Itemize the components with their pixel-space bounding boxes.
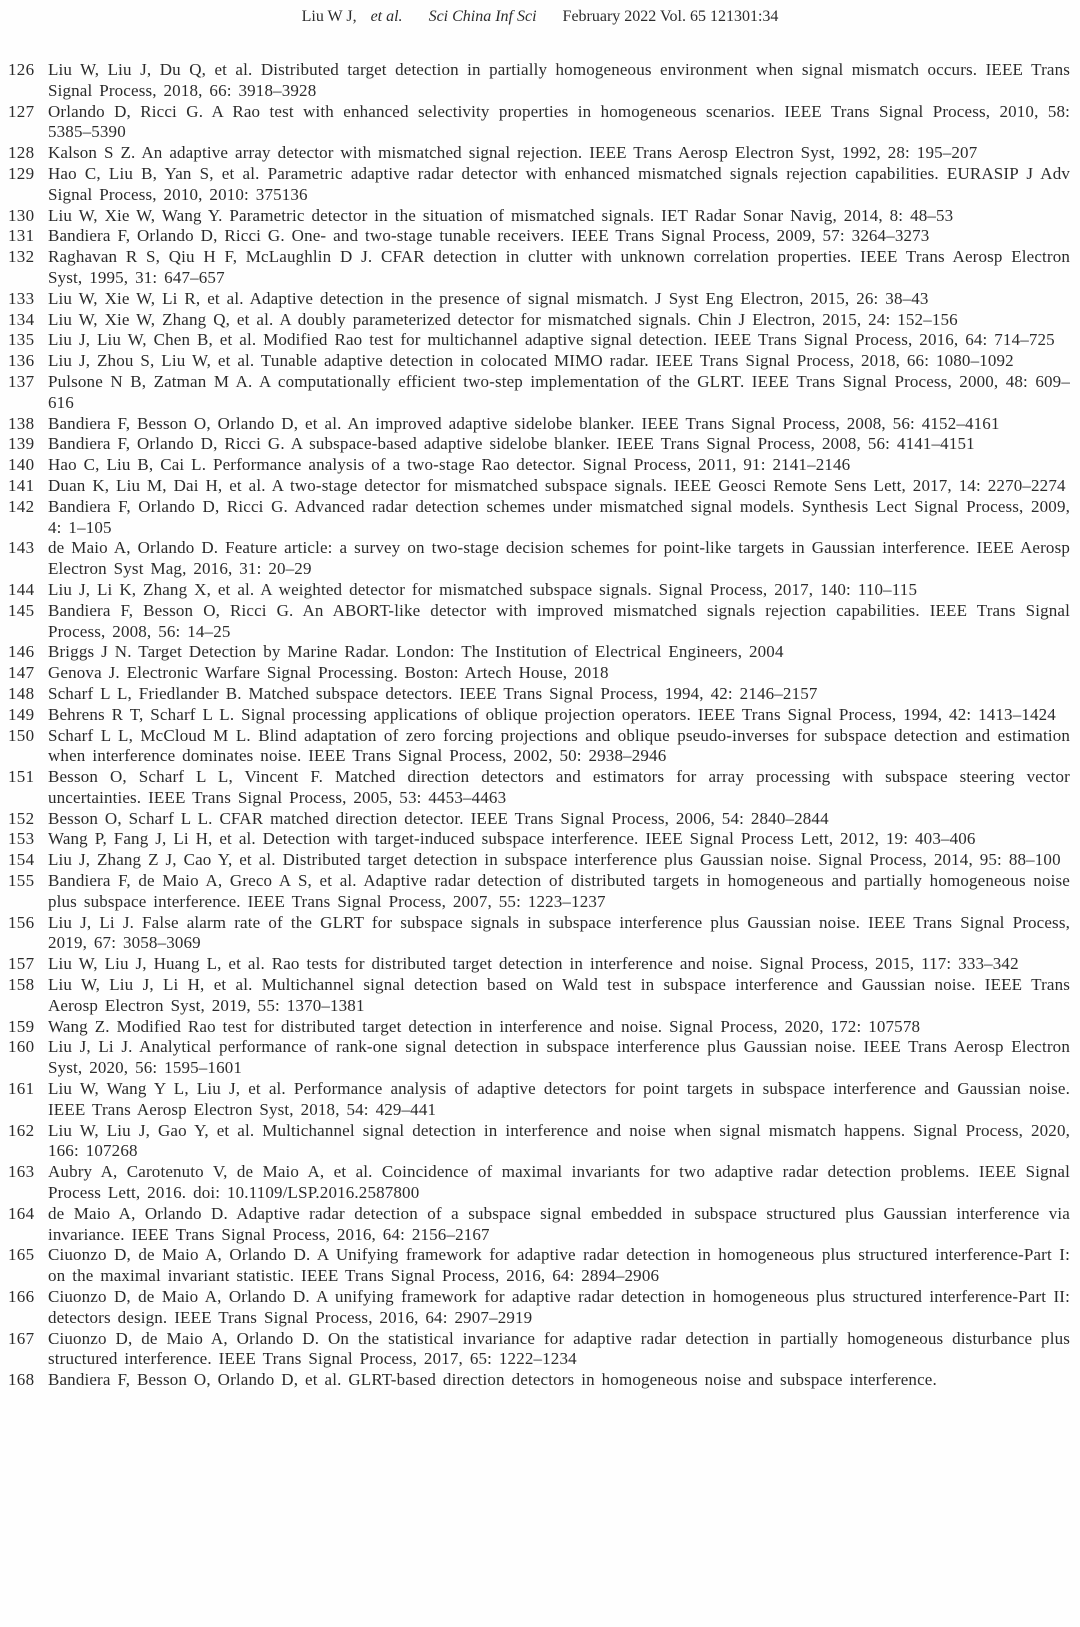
reference-number: 167	[8, 1328, 35, 1348]
reference-number: 127	[8, 101, 35, 121]
reference-item	[8, 913, 1072, 955]
reference-text: Liu W, Liu J, Huang L, et al. Rao tests for distributed target detection in interference and noise. Signal Process, 2015, 117: 333–342	[48, 954, 1019, 974]
reference-text: Liu J, Zhang Z J, Cao Y, et al. Distributed target detection in subspace interference plus Gaussian noise. Signal Process, 2014, 95: 88–100	[48, 850, 1061, 870]
reference-number: 135	[8, 330, 35, 350]
reference-text: Besson O, Scharf L L, Vincent F. Matched direction detectors and estimators for array processing with subspace steering vector uncertainties. IEEE Trans Signal Process, 2005, 53: 4453–4463	[48, 767, 1070, 807]
reference-item	[8, 372, 1072, 414]
reference-item	[8, 954, 1072, 975]
reference-text: Bandiera F, Besson O, Orlando D, et al. GLRT-based direction detectors in homogeneous noise and subspace interference.	[48, 1370, 937, 1390]
reference-text: Bandiera F, Besson O, Ricci G. An ABORT-like detector with improved mismatched signals rejection capabilities. IEEE Trans Signal Process, 2008, 56: 14–25	[48, 600, 1070, 641]
running-head-authors: Liu W J,	[301, 8, 357, 25]
reference-text: Bandiera F, de Maio A, Greco A S, et al. Adaptive radar detection of distributed targets in homogeneous and partially homogeneous noise plus subspace interference. IEEE Trans Signal Process, 2007, 55: 1223–1237	[48, 871, 1070, 911]
reference-text: Liu W, Wang Y L, Liu J, et al. Performance analysis of adaptive detectors for point targets in subspace interference and Gaussian noise. IEEE Trans Aerosp Electron Syst, 2018, 54: 429–441	[48, 1079, 1070, 1119]
reference-number: 128	[8, 143, 35, 163]
reference-item	[8, 1370, 1072, 1391]
reference-item	[8, 247, 1072, 289]
reference-number: 154	[8, 850, 35, 870]
reference-number: 159	[8, 1016, 35, 1036]
reference-text: Bandiera F, Orlando D, Ricci G. A subspace-based adaptive sidelobe blanker. IEEE Trans Signal Process, 2008, 56: 4141–4151	[48, 434, 975, 454]
reference-text: Wang P, Fang J, Li H, et al. Detection with target-induced subspace interference. IEEE Signal Process Lett, 2012, 19: 403–406	[48, 829, 976, 849]
reference-item	[8, 226, 1072, 247]
reference-item	[8, 60, 1072, 102]
reference-text: Ciuonzo D, de Maio A, Orlando D. A unifying framework for adaptive radar detection in homogeneous plus structured interference-Part II: detectors design. IEEE Trans Signal Process, 2016, 64: 2907–2919	[48, 1287, 1070, 1327]
reference-number: 136	[8, 351, 35, 371]
reference-number: 140	[8, 455, 35, 475]
reference-number: 158	[8, 975, 35, 995]
reference-number: 138	[8, 413, 35, 433]
reference-text: Liu J, Liu W, Chen B, et al. Modified Rao test for multichannel adaptive signal detection. IEEE Trans Signal Process, 2016, 64: 714–725	[48, 330, 1055, 350]
reference-text: Behrens R T, Scharf L L. Signal processing applications of oblique projection operators. IEEE Trans Signal Process, 1994, 42: 1413–1424	[48, 704, 1056, 724]
reference-text: Kalson S Z. An adaptive array detector with mismatched signal rejection. IEEE Trans Aerosp Electron Syst, 1992, 28: 195–207	[48, 143, 978, 163]
reference-item	[8, 206, 1072, 227]
reference-number: 139	[8, 434, 35, 454]
reference-number: 147	[8, 663, 35, 683]
reference-number: 162	[8, 1120, 35, 1140]
reference-text: Bandiera F, Besson O, Orlando D, et al. An improved adaptive sidelobe blanker. IEEE Trans Signal Process, 2008, 56: 4152–4161	[48, 413, 1000, 433]
reference-number: 160	[8, 1037, 35, 1057]
reference-item	[8, 601, 1072, 643]
reference-item	[8, 1329, 1072, 1371]
reference-number: 156	[8, 912, 35, 932]
reference-number: 163	[8, 1162, 35, 1182]
reference-item	[8, 975, 1072, 1017]
reference-number: 141	[8, 475, 35, 495]
reference-text: Liu W, Liu J, Li H, et al. Multichannel signal detection based on Wald test in subspace interference and Gaussian noise. IEEE Trans Aerosp Electron Syst, 2019, 55: 1370–1381	[48, 975, 1070, 1015]
reference-text: Briggs J N. Target Detection by Marine Radar. London: The Institution of Electrical Engineers, 2004	[48, 642, 784, 662]
reference-text: Bandiera F, Orlando D, Ricci G. Advanced radar detection schemes under mismatched signal models. Synthesis Lect Signal Process, 2009, 4: 1–105	[48, 496, 1070, 537]
reference-number: 152	[8, 808, 35, 828]
reference-text: Liu J, Li J. False alarm rate of the GLRT for subspace signals in subspace interference plus Gaussian noise. IEEE Trans Signal Process, 2019, 67: 3058–3069	[48, 912, 1070, 953]
reference-text: Ciuonzo D, de Maio A, Orlando D. On the statistical invariance for adaptive radar detection in partially homogeneous disturbance plus structured interference. IEEE Trans Signal Process, 2017, 65: 1222–1234	[48, 1328, 1070, 1369]
reference-number: 149	[8, 704, 35, 724]
reference-number: 143	[8, 538, 35, 558]
reference-item	[8, 1245, 1072, 1287]
reference-number: 165	[8, 1245, 35, 1265]
reference-item	[8, 663, 1072, 684]
reference-number: 131	[8, 226, 35, 246]
reference-item	[8, 538, 1072, 580]
reference-number: 150	[8, 725, 35, 745]
reference-item	[8, 351, 1072, 372]
reference-text: Liu W, Xie W, Li R, et al. Adaptive detection in the presence of signal mismatch. J Syst Eng Electron, 2015, 26: 38–43	[48, 288, 929, 308]
reference-item	[8, 726, 1072, 768]
reference-item	[8, 1017, 1072, 1038]
reference-number: 130	[8, 205, 35, 225]
reference-text: Scharf L L, McCloud M L. Blind adaptation of zero forcing projections and oblique pseudo-inverses for subspace detection and estimation when interference dominates noise. IEEE Trans Signal Process, 2002, 50: 2938–2946	[48, 725, 1070, 766]
reference-item	[8, 580, 1072, 601]
reference-list	[0, 60, 1080, 1391]
reference-item	[8, 684, 1072, 705]
reference-number: 133	[8, 288, 35, 308]
reference-number: 157	[8, 954, 35, 974]
reference-item	[8, 476, 1072, 497]
reference-item	[8, 767, 1072, 809]
reference-item	[8, 1079, 1072, 1121]
reference-text: Pulsone N B, Zatman M A. A computationally efficient two-step implementation of the GLRT. IEEE Trans Signal Process, 2000, 48: 609–616	[48, 371, 1070, 412]
reference-number: 153	[8, 829, 35, 849]
reference-item	[8, 1287, 1072, 1329]
reference-text: Wang Z. Modified Rao test for distributed target detection in interference and noise. Signal Process, 2020, 172: 107578	[48, 1016, 921, 1036]
reference-number: 137	[8, 371, 35, 391]
reference-number: 151	[8, 767, 35, 787]
reference-item	[8, 642, 1072, 663]
reference-number: 155	[8, 871, 35, 891]
reference-number: 142	[8, 496, 35, 516]
reference-item	[8, 143, 1072, 164]
reference-text: Raghavan R S, Qiu H F, McLaughlin D J. CFAR detection in clutter with unknown correlation properties. IEEE Trans Aerosp Electron Syst, 1995, 31: 647–657	[48, 247, 1070, 287]
reference-item	[8, 1204, 1072, 1246]
reference-number: 145	[8, 600, 35, 620]
reference-item	[8, 1037, 1072, 1079]
reference-text: Liu W, Liu J, Gao Y, et al. Multichannel signal detection in interference and noise when signal mismatch happens. Signal Process, 2020, 166: 107268	[48, 1120, 1070, 1161]
running-head	[0, 6, 1080, 28]
reference-item	[8, 289, 1072, 310]
reference-item	[8, 829, 1072, 850]
reference-text: Aubry A, Carotenuto V, de Maio A, et al. Coincidence of maximal invariants for two adaptive radar detection problems. IEEE Signal Process Lett, 2016. doi: 10.1109/LSP.2016.2587800	[48, 1162, 1070, 1203]
reference-item	[8, 850, 1072, 871]
reference-number: 132	[8, 247, 35, 267]
reference-number: 166	[8, 1287, 35, 1307]
reference-item	[8, 497, 1072, 539]
reference-item	[8, 809, 1072, 830]
reference-item	[8, 1121, 1072, 1163]
reference-number: 146	[8, 642, 35, 662]
reference-number: 144	[8, 579, 35, 599]
reference-item	[8, 1162, 1072, 1204]
reference-text: Liu W, Xie W, Wang Y. Parametric detector in the situation of mismatched signals. IET Radar Sonar Navig, 2014, 8: 48–53	[48, 205, 954, 225]
reference-item	[8, 455, 1072, 476]
reference-number: 161	[8, 1079, 35, 1099]
reference-text: Liu W, Liu J, Du Q, et al. Distributed target detection in partially homogeneous environment when signal mismatch occurs. IEEE Trans Signal Process, 2018, 66: 3918–3928	[48, 60, 1070, 100]
reference-text: de Maio A, Orlando D. Adaptive radar detection of a subspace signal embedded in subspace structured plus Gaussian interference via invariance. IEEE Trans Signal Process, 2016, 64: 2156–2167	[48, 1203, 1070, 1244]
reference-item	[8, 871, 1072, 913]
reference-item	[8, 434, 1072, 455]
reference-text: Liu J, Li K, Zhang X, et al. A weighted detector for mismatched subspace signals. Signal Process, 2017, 140: 110–115	[48, 579, 918, 599]
reference-item	[8, 102, 1072, 144]
reference-number: 168	[8, 1370, 35, 1390]
reference-number: 134	[8, 309, 35, 329]
running-head-issue: February 2022 Vol. 65 121301:34	[562, 8, 779, 25]
reference-item	[8, 330, 1072, 351]
reference-text: Bandiera F, Orlando D, Ricci G. One- and two-stage tunable receivers. IEEE Trans Signal Process, 2009, 57: 3264–3273	[48, 226, 930, 246]
reference-text: Ciuonzo D, de Maio A, Orlando D. A Unifying framework for adaptive radar detection in homogeneous plus structured interference-Part I: on the maximal invariant statistic. IEEE Trans Signal Process, 2016, 64: 2894–2906	[48, 1245, 1070, 1286]
reference-text: Besson O, Scharf L L. CFAR matched direction detector. IEEE Trans Signal Process, 2006, 54: 2840–2844	[48, 808, 829, 828]
reference-text: Liu J, Zhou S, Liu W, et al. Tunable adaptive detection in colocated MIMO radar. IEEE Trans Signal Process, 2018, 66: 1080–1092	[48, 351, 1014, 371]
running-head-etal: et al.	[370, 8, 403, 25]
reference-text: Hao C, Liu B, Yan S, et al. Parametric adaptive radar detector with enhanced mismatched signals rejection capabilities. EURASIP J Adv Signal Process, 2010, 2010: 375136	[48, 163, 1070, 204]
reference-number: 148	[8, 683, 35, 703]
reference-number: 126	[8, 60, 35, 79]
running-head-journal: Sci China Inf Sci	[428, 8, 537, 25]
reference-text: Duan K, Liu M, Dai H, et al. A two-stage detector for mismatched subspace signals. IEEE Geosci Remote Sens Lett, 2017, 14: 2270–2274	[48, 475, 1066, 495]
reference-item	[8, 414, 1072, 435]
reference-item	[8, 310, 1072, 331]
reference-text: Genova J. Electronic Warfare Signal Processing. Boston: Artech House, 2018	[48, 663, 609, 683]
reference-text: Orlando D, Ricci G. A Rao test with enhanced selectivity properties in homogeneous scenarios. IEEE Trans Signal Process, 2010, 58: 5385–5390	[48, 101, 1070, 142]
reference-text: de Maio A, Orlando D. Feature article: a survey on two-stage decision schemes for point-like targets in Gaussian interference. IEEE Aerosp Electron Syst Mag, 2016, 31: 20–29	[48, 538, 1070, 579]
reference-item	[8, 705, 1072, 726]
reference-text: Liu J, Li J. Analytical performance of rank-one signal detection in subspace interference plus Gaussian noise. IEEE Trans Aerosp Electron Syst, 2020, 56: 1595–1601	[48, 1037, 1070, 1078]
reference-text: Liu W, Xie W, Zhang Q, et al. A doubly parameterized detector for mismatched signals. Chin J Electron, 2015, 24: 152–156	[48, 309, 958, 329]
reference-item	[8, 164, 1072, 206]
reference-text: Hao C, Liu B, Cai L. Performance analysis of a two-stage Rao detector. Signal Process, 2011, 91: 2141–2146	[48, 455, 851, 475]
reference-text: Scharf L L, Friedlander B. Matched subspace detectors. IEEE Trans Signal Process, 1994, 42: 2146–2157	[48, 683, 818, 703]
reference-number: 164	[8, 1203, 35, 1223]
reference-number: 129	[8, 163, 35, 183]
